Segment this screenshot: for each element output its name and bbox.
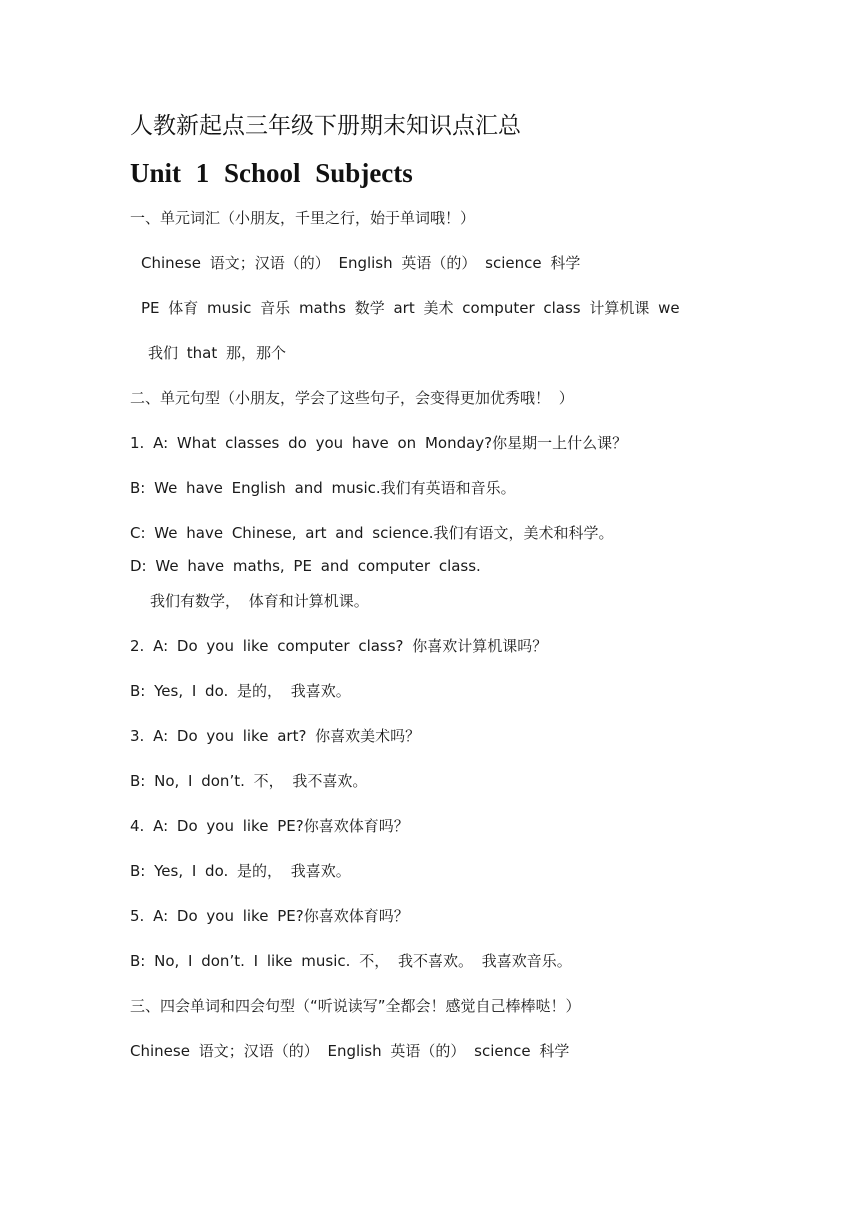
section2-heading: 二、单元句型（小朋友，学会了这些句子，会变得更加优秀哦！ ）	[130, 389, 574, 407]
vocab-line: Chinese 语文；汉语（的） English 英语（的） science 科学	[130, 1042, 570, 1060]
unit-title: Unit 1 School Subjects	[130, 158, 413, 188]
vocab-line: 我们 that 那，那个	[148, 344, 286, 362]
sentence-line: 1. A: What classes do you have on Monday?你星期一上什么课？	[130, 434, 628, 452]
sentence-line: 我们有数学， 体育和计算机课。	[150, 592, 369, 610]
sentence-line: 2. A: Do you like computer class? 你喜欢计算机课吗？	[130, 637, 548, 655]
sentence-line: B: No, I don’t. 不， 我不喜欢。	[130, 772, 368, 790]
vocab-line: Chinese 语文；汉语（的） English 英语（的） science 科学	[141, 254, 581, 272]
sentence-line: 3. A: Do you like art? 你喜欢美术吗？	[130, 727, 421, 745]
vocab-line: PE 体育 music 音乐 maths 数学 art 美术 computer class 计算机课 we	[141, 299, 680, 317]
document-title: 人教新起点三年级下册期末知识点汇总	[130, 113, 521, 139]
section1-heading: 一、单元词汇（小朋友，千里之行，始于单词哦！）	[130, 209, 476, 227]
sentence-line: B: We have English and music.我们有英语和音乐。	[130, 479, 516, 497]
sentence-line: B: Yes, I do. 是的， 我喜欢。	[130, 862, 351, 880]
sentence-line: D: We have maths, PE and computer class.	[130, 557, 481, 575]
sentence-line: 4. A: Do you like PE?你喜欢体育吗？	[130, 817, 409, 835]
sentence-line: B: Yes, I do. 是的， 我喜欢。	[130, 682, 351, 700]
sentence-line: 5. A: Do you like PE?你喜欢体育吗？	[130, 907, 409, 925]
sentence-line: C: We have Chinese, art and science.我们有语文，美术和科学。	[130, 524, 614, 542]
sentence-line: B: No, I don’t. I like music. 不， 我不喜欢。 我喜欢音乐。	[130, 952, 572, 970]
section3-heading: 三、四会单词和四会句型（“听说读写”全都会！感觉自己棒棒哒！）	[130, 997, 581, 1015]
